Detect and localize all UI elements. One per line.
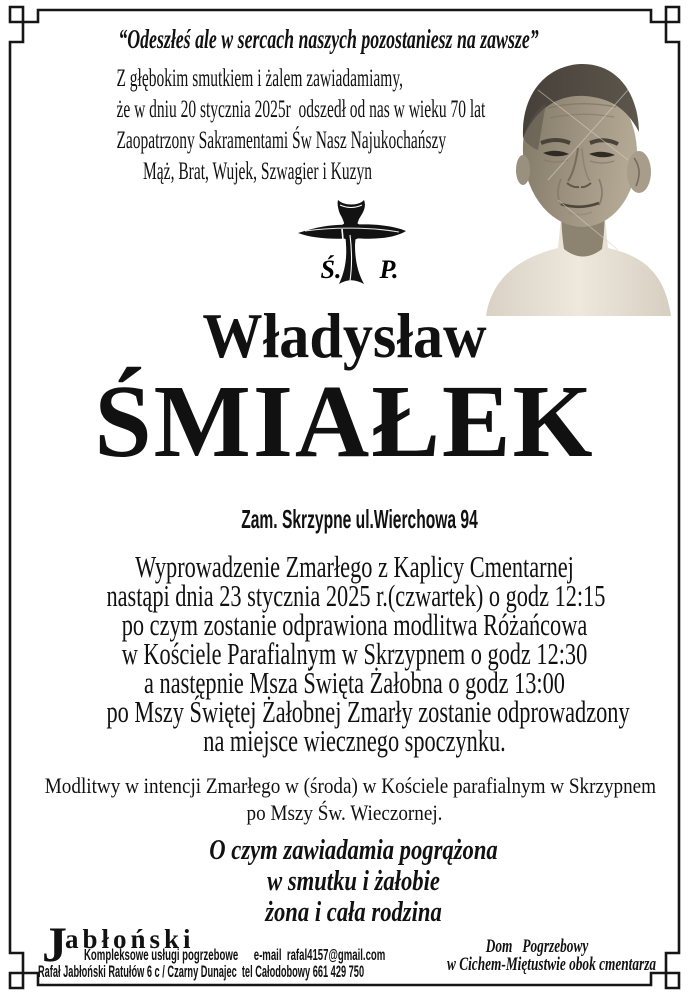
funeral-home-info — [447, 937, 657, 975]
funeral-home-line: w Cichem-Miętustwie obok cmentarza — [447, 955, 657, 975]
closing-line: w smutku i żałobie — [267, 865, 440, 897]
epitaph-quote: “Odeszłeś ale w sercach naszych pozostaniesz na zawsze” — [118, 24, 539, 54]
ceremony-paragraph — [106, 549, 630, 758]
ceremony-line: po Mszy Świętej Żałobnej Zmarły zostanie odprowadzony — [106, 694, 630, 729]
sp-abbreviation-right: P. — [379, 255, 399, 284]
prayers-line: po Mszy Św. Wieczornej. — [246, 800, 443, 825]
logo-name: abłoński — [65, 924, 195, 954]
closing-line: żona i cała rodzina — [265, 896, 442, 928]
closing-family-note — [85, 835, 622, 928]
ceremony-line: a następnie Msza Święta Żałobna o godz 13:00 — [144, 665, 565, 700]
footer-services-row — [84, 947, 385, 964]
intro-line: Mąż, Brat, Wujek, Szwagier i Kuzyn — [143, 158, 372, 185]
footer-address-phone: Rafał Jabłoński Ratułów 6 c / Czarny Dunajec tel Całodobowy 661 429 750 — [38, 963, 365, 981]
prayers-paragraph — [44, 772, 657, 826]
sp-abbreviation-left: Ś. — [320, 255, 342, 284]
ceremony-line: na miejsce wiecznego spoczynku. — [203, 723, 506, 758]
memorial-cross — [293, 197, 411, 289]
closing-line: O czym zawiadamia pogrążona — [209, 834, 498, 866]
intro-line: Z głębokim smutkiem i żalem zawiadamiamy, — [116, 65, 403, 92]
ceremony-line: Wyprowadzenie Zmarłego z Kaplicy Cmentarnej — [135, 549, 574, 584]
intro-paragraph — [116, 63, 486, 187]
funeral-home-line: Dom Pogrzebowy — [485, 937, 589, 957]
services-label: Kompleksowe usługi pogrzebowe — [84, 947, 239, 964]
email-label: e-mail rafal4157@gmail.com — [253, 947, 386, 964]
ceremony-line: po czym zostanie odprawiona modlitwa Różańcowa — [121, 607, 588, 642]
deceased-portrait-photo — [478, 50, 678, 316]
deceased-first-name: Władysław — [202, 300, 487, 371]
ceremony-line: w Kościele Parafialnym w Skrzypnem o godz 12:30 — [121, 636, 588, 671]
ceremony-line: nastąpi dnia 23 stycznia 2025 r.(czwartek) o godz 12:15 — [106, 578, 606, 613]
prayers-line: Modlitwy w intencji Zmarłego w (środa) w Kościele parafialnym w Skrzypnem — [44, 773, 657, 798]
intro-line: że w dniu 20 stycznia 2025r odszedł od nas w wieku 70 lat — [116, 96, 486, 123]
deceased-last-name: ŚMIAŁEK — [94, 364, 595, 479]
logo-initial: J — [42, 916, 67, 972]
deceased-residence: Zam. Skrzypne ul.Wierchowa 94 — [241, 504, 478, 534]
intro-line: Zaopatrzony Sakramentami Św Nasz Najukochańszy — [116, 127, 447, 154]
